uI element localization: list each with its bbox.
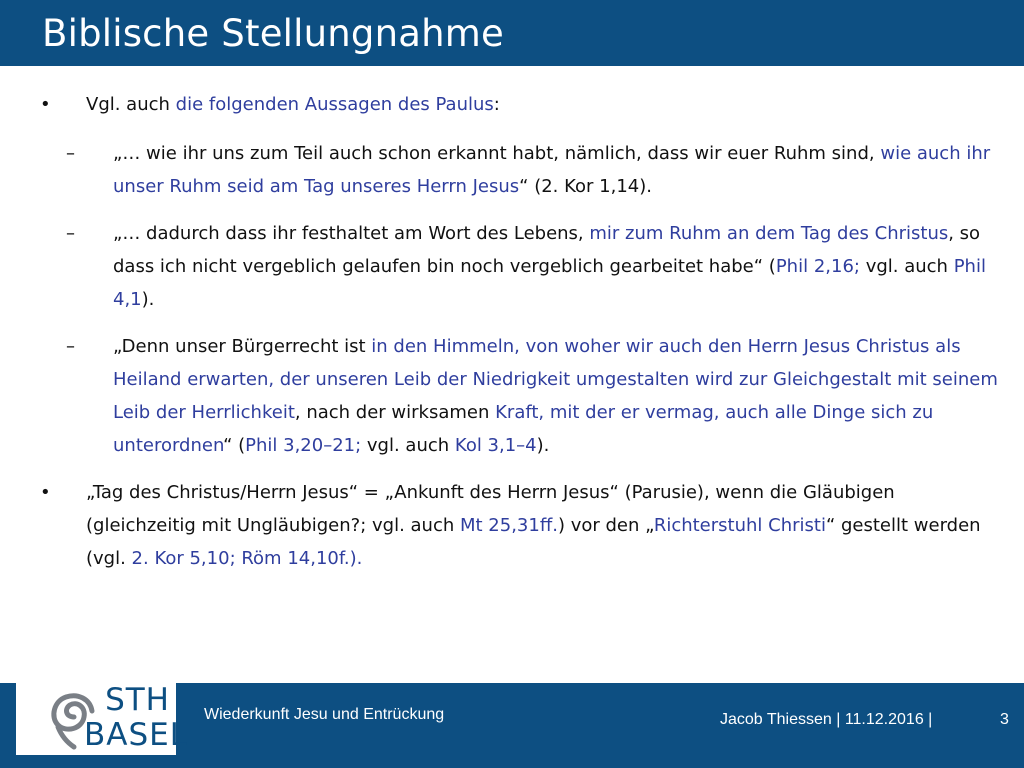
footer-author-date: Jacob Thiessen | 11.12.2016 |	[720, 711, 933, 728]
bullet-1	[0, 88, 1024, 121]
reference-text: vgl. auch	[859, 256, 954, 277]
highlight-text: Richterstuhl Christi	[653, 515, 826, 536]
sub-bullet-3	[0, 330, 1024, 462]
sth-basel-logo	[16, 682, 189, 755]
bullet-marker: •	[40, 482, 51, 503]
reference-text: “ (	[223, 435, 246, 456]
reference-text: ).	[141, 289, 155, 310]
reference-link: Kol 3,1–4	[454, 435, 537, 456]
bullet-2	[0, 476, 1024, 575]
logo-line-sth: STH	[105, 682, 170, 718]
highlight-text: wie auch ihr unser Ruhm seid am Tag unseres Herrn Jesus	[113, 143, 991, 197]
logo-wordmark	[84, 682, 189, 753]
highlight-text: mir zum Ruhm an dem Tag des Christus	[589, 223, 949, 244]
footer-topic: Wiederkunft Jesu und Entrückung	[204, 706, 445, 723]
quote-text: „Denn unser Bürgerrecht ist	[113, 336, 372, 357]
reference-link: Phil 2,16;	[775, 256, 860, 277]
reference-text: vgl. auch	[361, 435, 455, 456]
quote-text: „… wie ihr uns zum Teil auch schon erkannt habt, nämlich, dass wir euer Ruhm sind,	[113, 143, 881, 164]
reference-text: “ (2. Kor 1,14).	[519, 176, 652, 197]
logo-line-basel: BASEL	[84, 717, 189, 753]
page-number: 3	[1000, 711, 1009, 728]
quote-text: , so dass ich nicht vergeblich gelaufen bin noch vergeblich gearbeitet habe“ (	[113, 223, 981, 277]
quote-text: „… dadurch dass ihr festhaltet am Wort des Lebens,	[113, 223, 590, 244]
reference-link: Phil 4,1	[113, 256, 986, 310]
reference-link: Phil 3,20–21;	[245, 435, 362, 456]
bullet-text: Vgl. auch	[86, 94, 176, 115]
reference-text: ).	[536, 435, 550, 456]
sub-bullet-2	[0, 217, 1024, 316]
bullet-text: :	[493, 94, 500, 115]
dash-marker: –	[66, 223, 75, 244]
reference-link: 2. Kor 5,10; Röm 14,10f.).	[131, 548, 363, 569]
highlight-text: Kraft, mit der er vermag, auch alle Dinge sich zu unterordnen	[113, 402, 934, 456]
bullet-text: “ gestellt werden (vgl.	[86, 515, 981, 569]
footer-bar	[0, 683, 1024, 768]
sub-bullet-1	[0, 137, 1024, 203]
highlight-text: die folgenden Aussagen des Paulus	[175, 94, 494, 115]
slide-title: Biblische Stellungnahme	[42, 12, 504, 55]
bullet-marker: •	[40, 94, 51, 115]
bullet-text: ) vor den „	[557, 515, 654, 536]
dash-marker: –	[66, 336, 75, 357]
quote-text: , nach der wirksamen	[294, 402, 496, 423]
bullet-text: „Tag des Christus/Herrn Jesus“ = „Ankunft des Herrn Jesus“ (Parusie), wenn die Gläubigen (gleichzeitig mit Ungläubigen?; vgl. auch	[86, 482, 895, 536]
slide-content	[0, 88, 1024, 575]
title-bar	[0, 0, 1024, 66]
reference-link: Mt 25,31ff.	[459, 515, 558, 536]
highlight-text: in den Himmeln, von woher wir auch den Herrn Jesus Christus als Heiland erwarten, der unseren Leib der Niedrigkeit umgestalten wird zur Gleichgestalt mit seinem Leib der Herrlichkeit	[113, 336, 998, 423]
dash-marker: –	[66, 143, 75, 164]
